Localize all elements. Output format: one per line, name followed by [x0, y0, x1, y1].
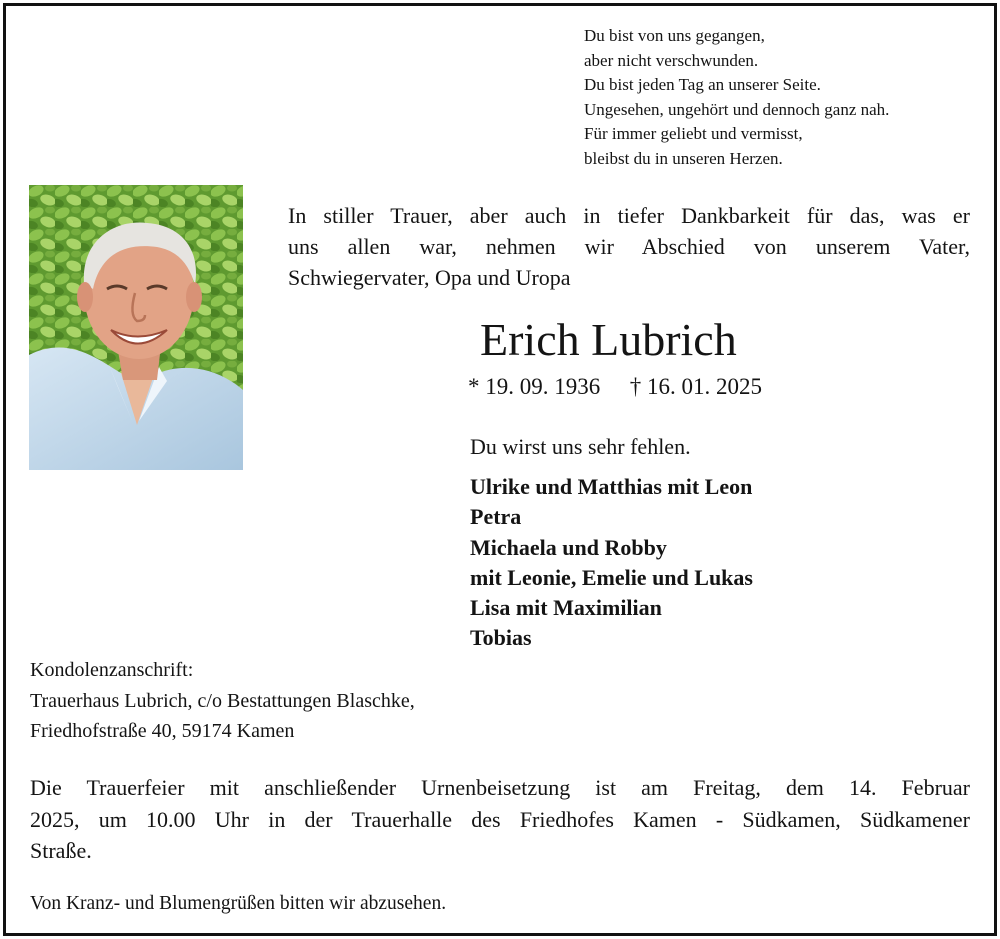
- poem: [584, 24, 889, 172]
- portrait-photo: [29, 185, 243, 470]
- deceased-name: Erich Lubrich: [480, 314, 737, 365]
- address-line: Friedhofstraße 40, 59174 Kamen: [30, 720, 295, 742]
- death-date: † 16. 01. 2025: [629, 374, 762, 399]
- ceremony-line: 2025, um 10.00 Uhr in der Trauerhalle des Friedhofes Kamen - Südkamen, Südkamener: [30, 806, 970, 832]
- birth-date: * 19. 09. 1936: [468, 374, 601, 399]
- address-heading: Kondolenzanschrift:: [30, 659, 194, 681]
- mourner-line: Tobias: [470, 625, 532, 651]
- intro-text: [288, 200, 970, 293]
- mourner-line: Michaela und Robby: [470, 534, 667, 560]
- ceremony-line: Die Trauerfeier mit anschließender Urnenbeisetzung ist am Freitag, dem 14. Februar: [30, 775, 970, 800]
- poem-line: Für immer geliebt und vermisst,: [584, 124, 803, 144]
- ceremony-line: Straße.: [30, 838, 92, 863]
- ceremony-details: [30, 772, 970, 867]
- mourner-line: Petra: [470, 504, 522, 530]
- intro-line: Schwiegervater, Opa und Uropa: [288, 265, 571, 290]
- mourners-list: [470, 472, 753, 654]
- condolence-address: [30, 655, 415, 747]
- intro-line: uns allen war, nehmen wir Abschied von unserem Vater,: [288, 234, 970, 259]
- poem-line: aber nicht verschwunden.: [584, 50, 759, 70]
- poem-line: Du bist von uns gegangen,: [584, 26, 765, 45]
- poem-line: bleibst du in unseren Herzen.: [584, 148, 783, 168]
- mourner-line: mit Leonie, Emelie und Lukas: [470, 564, 753, 590]
- poem-line: Ungesehen, ungehört und dennoch ganz nah.: [584, 99, 890, 119]
- intro-line: In stiller Trauer, aber auch in tiefer Dankbarkeit für das, was er: [288, 203, 970, 228]
- flowers-note: Von Kranz- und Blumengrüßen bitten wir abzusehen.: [30, 893, 447, 914]
- life-dates: [468, 372, 762, 402]
- mourner-line: Lisa mit Maximilian: [470, 595, 662, 621]
- mourner-line: Ulrike und Matthias mit Leon: [470, 474, 753, 499]
- farewell-line: Du wirst uns sehr fehlen.: [470, 434, 691, 459]
- address-line: Trauerhaus Lubrich, c/o Bestattungen Blaschke,: [30, 689, 415, 712]
- poem-line: Du bist jeden Tag an unserer Seite.: [584, 75, 821, 95]
